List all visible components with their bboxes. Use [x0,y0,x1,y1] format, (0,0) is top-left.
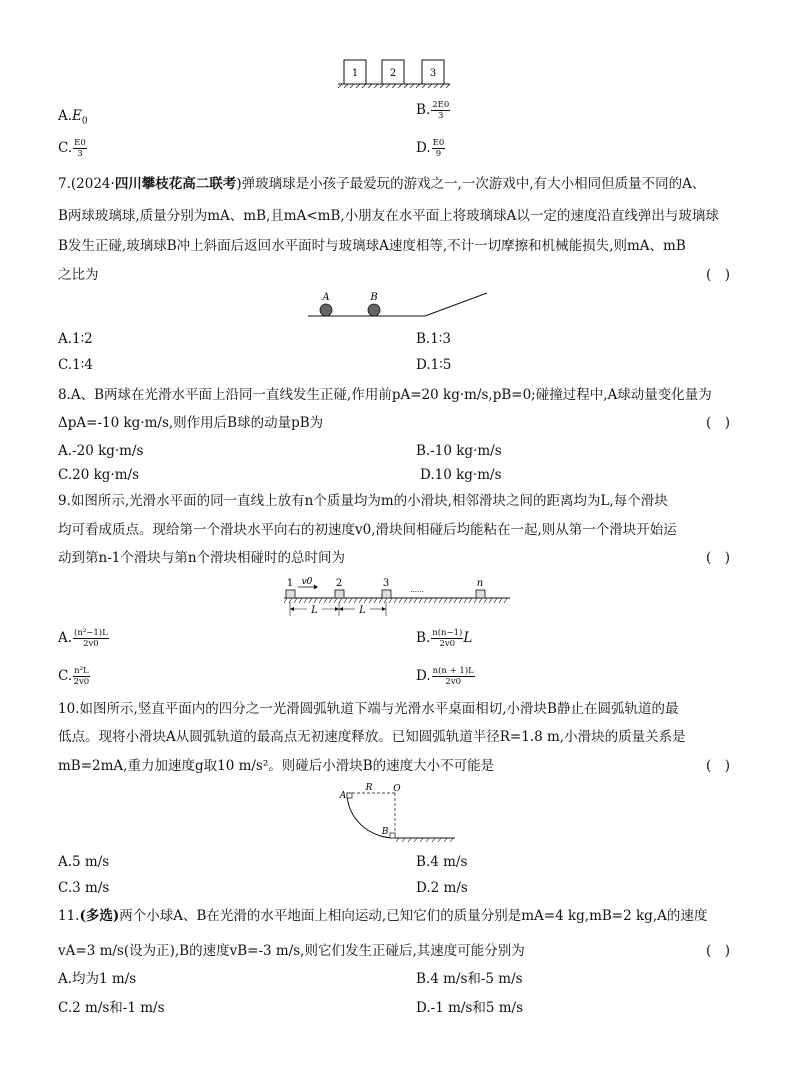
slider-label-2: 2 [335,578,343,589]
arc-label-b: B [381,827,389,837]
q7-option-d: D.1∶5 [416,357,452,373]
q9-line-1: 9.如图所示,光滑水平面的同一直线上放有n个质量均为m的小滑块,相邻滑块之间的距离均为L,每个滑块 [58,493,668,509]
q9-option-c: C. $\frac{\text{n²L}}{2v0}$ [58,666,90,687]
q7-line-2: B两球玻璃球,质量分别为mA、mB,且mA<mB,小朋友在水平面上将玻璃球A以一定的速度沿直线弹出与玻璃球 [58,208,719,224]
q9-line-2: 均可看成质点。现给第一个滑块水平向右的初速度v0,滑块间相碰后均能粘在一起,则从第一个滑块开始运 [58,522,677,538]
q8-option-d: D.10 kg·m/s [420,467,502,483]
q7-balls-incline-figure [305,290,491,320]
q11-option-a: A.均为1 m/s [58,971,137,987]
q10-answer-paren: ( ) [706,758,731,774]
arc-label-r: R [365,783,373,793]
q8-option-b: B.-10 kg·m/s [416,443,502,459]
arc-label-o: O [393,784,401,794]
ball-label-b: B [370,292,378,303]
q10-line-1: 10.如图所示,竖直平面内的四分之一光滑圆弧轨道下端与光滑水平桌面相切,小滑块B静止在圆弧轨道的最 [58,701,679,717]
distance-label-1: L [311,605,318,616]
q6-option-b: B. $\frac{2E0}{3}$ [416,100,450,121]
q10-line-3: mB=2mA,重力加速度g取10 m/s²。则碰后小滑块B的速度大小不可能是 [58,758,495,774]
q7-line-1: 7.(2024·四川攀枝花高二联考)弹玻璃球是小孩子最爱玩的游戏之一,一次游戏中,有大小相同但质量不同的A、 [58,176,706,192]
ball-label-a: A [322,292,330,303]
q6-option-a: $A.E_0$ [58,108,88,127]
q9-answer-paren: ( ) [706,550,731,566]
q10-option-d: D.2 m/s [416,880,468,896]
slider-ellipsis: ······ [410,588,424,596]
q8-answer-paren: ( ) [706,415,731,431]
q10-arc-track-figure [335,782,459,844]
q8-line-2: ΔpA=-10 kg·m/s,则作用后B球的动量pB为 [58,415,324,431]
q7-option-a: A.1∶2 [58,331,93,347]
three-blocks-figure [336,58,452,90]
q11-option-b: B.4 m/s和-5 m/s [416,971,523,987]
q8-line-1: 8.A、B两球在光滑水平面上沿同一直线发生正碰,作用前pA=20 kg·m/s,pB=0;碰撞过程中,A球动量变化量为 [58,387,712,403]
q7-option-b: B.1∶3 [416,331,451,347]
block-label-3: 3 [429,68,437,79]
q10-option-b: B.4 m/s [416,854,468,870]
velocity-label: v0 [301,577,313,587]
block-label-2: 2 [389,68,397,79]
q11-option-d: D.-1 m/s和5 m/s [416,1000,524,1016]
q6-option-c: C. $\frac{E0}{3}$ [58,138,86,159]
q10-option-a: A.5 m/s [58,854,110,870]
block-label-1: 1 [351,68,359,79]
q8-option-c: C.20 kg·m/s [58,467,139,483]
distance-label-2: L [359,605,366,616]
q7-line-3: B发生正碰,玻璃球B冲上斜面后返回水平面时与玻璃球A速度相等,不计一切摩擦和机械能损失,则mA、mB [58,238,686,254]
q9-line-3: 动到第n-1个滑块与第n个滑块相碰时的总时间为 [58,550,346,566]
q9-sliders-figure [280,574,514,618]
q10-line-2: 低点。现将小滑块A从圆弧轨道的最高点无初速度释放。已知圆弧轨道半径R=1.8 m,小滑块的质量关系是 [58,729,686,745]
q7-option-c: C.1∶4 [58,357,93,373]
q11-answer-paren: ( ) [706,943,731,959]
q7-answer-paren: ( ) [706,267,731,283]
slider-label-n: n [476,578,484,589]
q6-option-d: D. $\frac{E0}{9}$ [416,138,445,159]
arc-label-a: A [339,791,347,801]
q11-line-1: 11.(多选)两个小球A、B在光滑的水平地面上相向运动,已知它们的质量分别是mA=4 kg,mB=2 kg,A的速度 [58,908,708,924]
q7-line-4: 之比为 [58,267,99,283]
q9-option-d: D. $\frac{n(n + 1)L}{2v0}$ [416,666,474,687]
q10-option-c: C.3 m/s [58,880,110,896]
slider-label-1: 1 [286,578,294,589]
q11-option-c: C.2 m/s和-1 m/s [58,1000,165,1016]
q11-line-2: vA=3 m/s(设为正),B的速度vB=-3 m/s,则它们发生正碰后,其速度可能分别为 [58,943,525,959]
q9-option-a: A. $\frac{\text{(n²−1)L}}{2v0}$ [58,628,108,649]
q9-option-b: B. $\frac{n(n-1)}{2v0}$ L [416,628,473,649]
q8-option-a: A.-20 kg·m/s [58,443,144,459]
slider-label-3: 3 [382,578,390,589]
